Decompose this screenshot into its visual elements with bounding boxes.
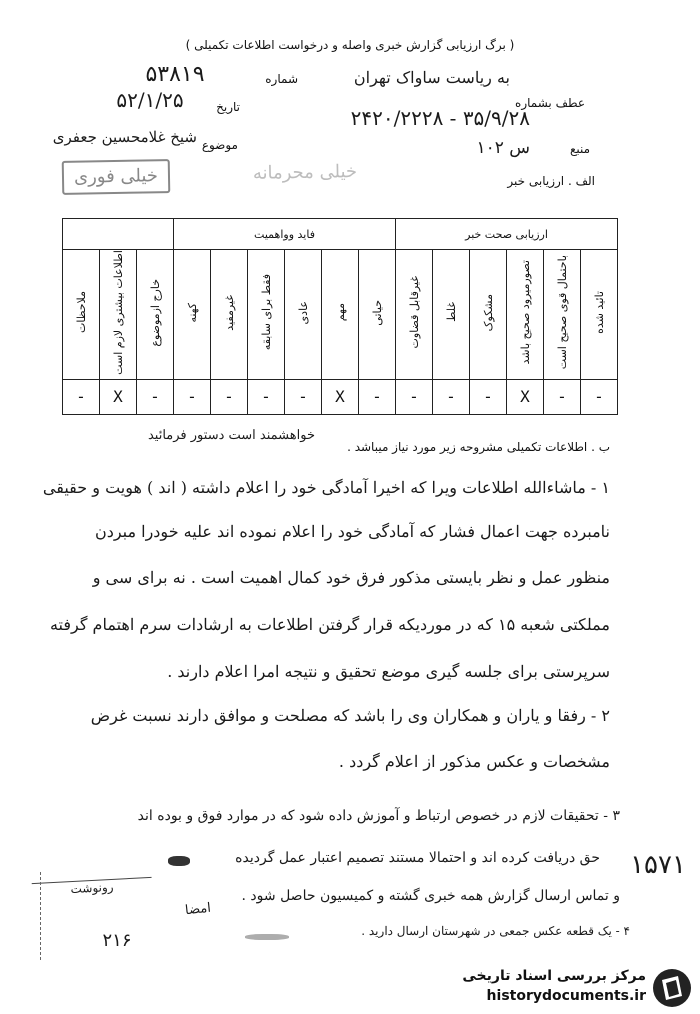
- accuracy-group-header: ارزیابی صحت خبر: [396, 219, 618, 250]
- number-value: ۵۳۸۱۹: [145, 62, 205, 87]
- extra-line: و تماس ارسال گزارش همه خبری گشته و کمیسیون حاصل شود .: [241, 888, 620, 904]
- table-mark: -: [359, 379, 396, 414]
- column-header: اطلاعات بیشتری لازم است: [100, 250, 137, 380]
- recipient-line: به ریاست ساواک تهران: [353, 68, 510, 87]
- table-mark: -: [174, 379, 211, 414]
- archive-logo-icon: [652, 968, 692, 1008]
- extra-line: حق دریافت کرده اند و احتمالا مستند تصمیم اعتبار عمل گردیده: [235, 850, 600, 866]
- evaluation-table: [62, 218, 618, 415]
- body-line: منظور عمل و نظر بایستی مذکور فرق خود کمال اهمیت است . نه برای سی و: [92, 568, 610, 587]
- table-mark: X: [100, 379, 137, 414]
- table-mark: -: [285, 379, 322, 414]
- table-mark: -: [63, 379, 100, 414]
- classification-stamp: خیلی محرمانه: [252, 161, 358, 184]
- value-group-header: فاید وواهمیت: [174, 219, 396, 250]
- body-line: ۲ - رفقا و یاران و همکاران وی را باشد که مصلحت و موافق دارند نسبت غرض: [90, 706, 610, 725]
- watermark-banner: [430, 962, 700, 1014]
- table-mark: X: [507, 379, 544, 414]
- column-header: باحتمال قوی صحیح است: [544, 250, 581, 380]
- table-mark: -: [581, 379, 618, 414]
- column-header: ملاحظات: [63, 250, 100, 380]
- side-number: ۱۵۷۱: [630, 850, 686, 880]
- date-value: ۵۲/۱/۲۵: [116, 88, 184, 112]
- column-header: تائید شده: [581, 250, 618, 380]
- margin-number: ۲۱۶: [102, 930, 132, 951]
- margin-dashed-line: [40, 872, 42, 960]
- table-mark: -: [433, 379, 470, 414]
- column-header: مهم: [322, 250, 359, 380]
- signature: امضا: [184, 900, 212, 919]
- subject-label: موضوع: [201, 138, 238, 152]
- extra-line: ۳ - تحقیقات لازم در خصوص ارتباط و آموزش داده شود که در موارد فوق و بوده اند: [137, 808, 620, 824]
- watermark-url[interactable]: historydocuments.ir: [486, 988, 646, 1004]
- column-header: غیرمفید: [211, 250, 248, 380]
- table-mark: -: [470, 379, 507, 414]
- table-mark: -: [137, 379, 174, 414]
- section-b-label: ب . اطلاعات تکمیلی مشروحه زیر مورد نیاز میباشد .: [347, 440, 610, 454]
- section-a-label: الف . ارزیابی خبر: [507, 174, 595, 188]
- column-header: تصورمیرود صحیح باشد: [507, 250, 544, 380]
- date-label: تاریخ: [216, 100, 240, 114]
- source-value: س ۱۰۲: [476, 138, 530, 158]
- body-line: نامبرده جهت اعمال فشار که آمادگی خود را اعلام نموده اند علیه خودرا مبردن: [94, 522, 610, 541]
- ink-smudge: [245, 934, 289, 940]
- body-line: ۱ - ماشاءالله اطلاعات ویرا که اخیرا آمادگی خود را اعلام داشته ( اند ) هویت و حقیقی: [42, 478, 610, 497]
- table-mark: -: [544, 379, 581, 414]
- table-mark: -: [211, 379, 248, 414]
- misc-group-header: [63, 219, 174, 250]
- body-line: مملکتی شعبه ۱۵ که در موردیکه قرار گرفتن اطلاعات به ارشادات سرم اهتمام گرفته: [49, 615, 610, 634]
- section-b-handnote: خواهشمند است دستور فرمائید: [147, 428, 315, 443]
- column-header: عادی: [285, 250, 322, 380]
- column-header: خارج ازموضوع: [137, 250, 174, 380]
- ref-label: عطف بشماره: [515, 96, 585, 110]
- source-label: منبع: [569, 142, 590, 156]
- column-header: غلط: [433, 250, 470, 380]
- table-mark: X: [322, 379, 359, 414]
- ref-value: ۳۵/۹/۲۸ - ۲۴۲۰/۲۲۲۸: [350, 106, 530, 130]
- table-mark: -: [396, 379, 433, 414]
- form-header: ( برگ ارزیابی گزارش خبری واصله و درخواست اطلاعات تکمیلی ): [185, 38, 515, 52]
- column-header: کهنه: [174, 250, 211, 380]
- urgent-stamp: خیلی فوری: [62, 159, 171, 195]
- watermark-title: مرکز بررسی اسناد تاریخی: [462, 968, 646, 984]
- column-header: غیرقابل قضاوت: [396, 250, 433, 380]
- margin-note: رونوشت: [32, 877, 153, 898]
- extra-line: ۴ - یک قطعه عکس جمعی در شهرستان ارسال دارید .: [361, 924, 630, 938]
- column-header: فقط برای سابقه: [248, 250, 285, 380]
- body-line: سرپرستی برای جلسه گیری موضع تحقیق و نتیجه امرا اعلام دارند .: [167, 662, 610, 681]
- subject-value: شیخ غلامحسین جعفری: [52, 128, 197, 146]
- ink-smudge: [168, 856, 190, 866]
- column-header: مشکوک: [470, 250, 507, 380]
- column-header: حیاتی: [359, 250, 396, 380]
- body-line: مشخصات و عکس مذکور از اعلام گردد .: [338, 752, 610, 771]
- table-mark: -: [248, 379, 285, 414]
- number-label: شماره: [265, 72, 298, 86]
